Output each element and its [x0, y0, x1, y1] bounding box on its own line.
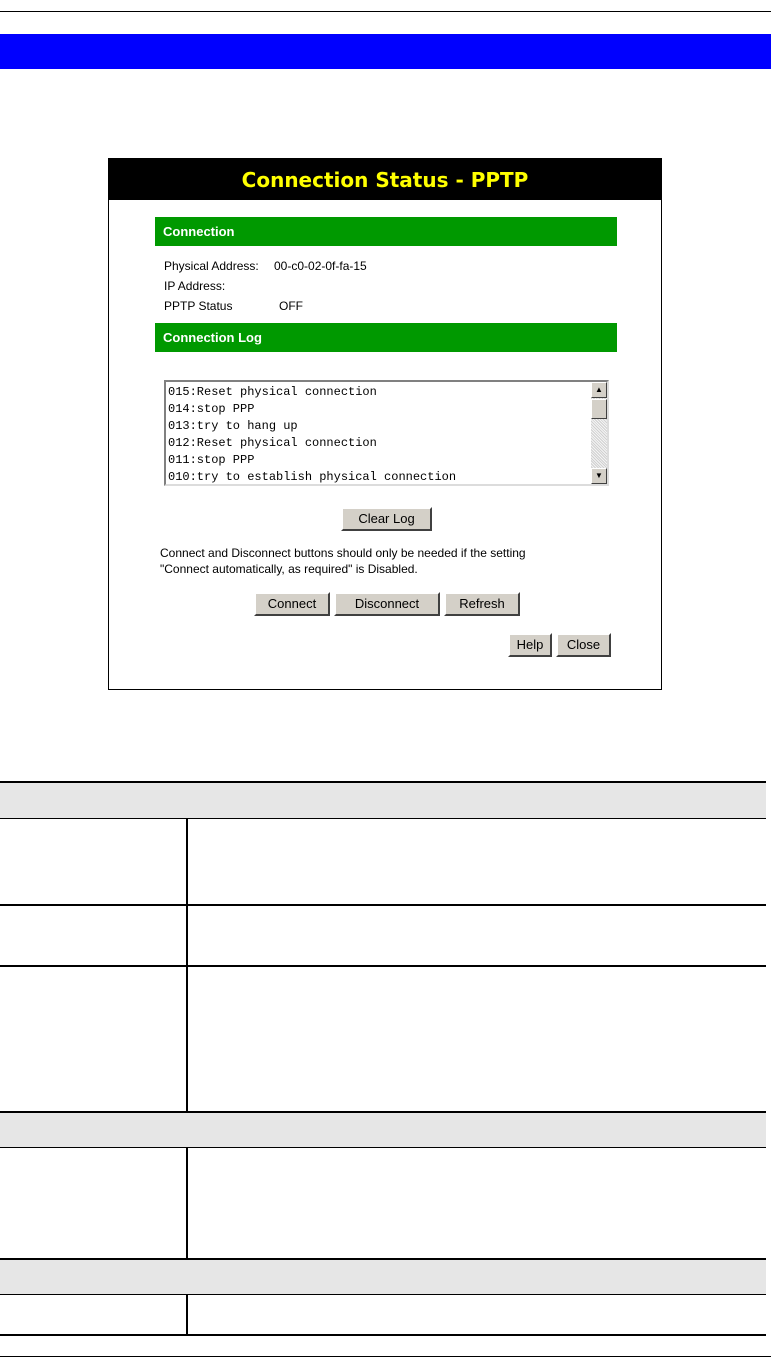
connection-log-header: Connection Log [155, 323, 617, 352]
table-section-row [0, 1260, 766, 1294]
pptp-status-row [164, 299, 303, 313]
table-column-divider [186, 819, 188, 1111]
table-line [0, 904, 766, 906]
top-rule [0, 11, 771, 12]
scroll-up-icon[interactable]: ▲ [591, 382, 607, 398]
log-line: 012:Reset physical connection [168, 436, 377, 450]
bottom-rule [0, 1356, 771, 1357]
log-line: 014:stop PPP [168, 402, 255, 416]
table-line [0, 818, 766, 819]
disconnect-button[interactable]: Disconnect [334, 592, 440, 616]
connect-note [160, 545, 620, 577]
physical-address-label: Physical Address: [164, 259, 259, 273]
table-line [0, 781, 766, 783]
scroll-down-icon[interactable]: ▼ [591, 468, 607, 484]
table-column-divider [186, 1148, 188, 1258]
log-line: 011:stop PPP [168, 453, 255, 467]
pptp-status-label: PPTP Status [164, 299, 233, 313]
physical-address-row [164, 259, 367, 273]
pptp-status-value: OFF [279, 299, 303, 313]
physical-address-value: 00-c0-02-0f-fa-15 [274, 259, 367, 273]
connection-section-header: Connection [155, 217, 617, 246]
note-line-1: Connect and Disconnect buttons should only be needed if the setting [160, 546, 526, 560]
log-lines [168, 384, 456, 486]
table-line [0, 1147, 766, 1148]
table-section-row [0, 1113, 766, 1147]
log-line: 013:try to hang up [168, 419, 298, 433]
table-line [0, 965, 766, 967]
ip-address-row [164, 279, 225, 293]
help-button[interactable]: Help [508, 633, 552, 657]
table-line [0, 1258, 766, 1260]
table-line [0, 1334, 766, 1336]
connect-button[interactable]: Connect [254, 592, 330, 616]
clear-log-button[interactable]: Clear Log [341, 507, 432, 531]
connection-log-textarea[interactable] [164, 380, 609, 486]
connection-status-dialog [108, 158, 662, 690]
close-button[interactable]: Close [556, 633, 611, 657]
note-line-2: "Connect automatically, as required" is Disabled. [160, 562, 418, 576]
table-section-row [0, 783, 766, 818]
table-column-divider [186, 1295, 188, 1334]
dialog-title: Connection Status - PPTP [109, 159, 661, 200]
log-scrollbar[interactable] [591, 382, 607, 484]
table-line [0, 1111, 766, 1113]
refresh-button[interactable]: Refresh [444, 592, 520, 616]
log-line: 010:try to establish physical connection [168, 470, 457, 484]
log-line: 015:Reset physical connection [168, 385, 377, 399]
ip-address-label: IP Address: [164, 279, 226, 293]
scroll-thumb[interactable] [591, 399, 607, 419]
header-bar [0, 34, 771, 69]
table-line [0, 1294, 766, 1295]
